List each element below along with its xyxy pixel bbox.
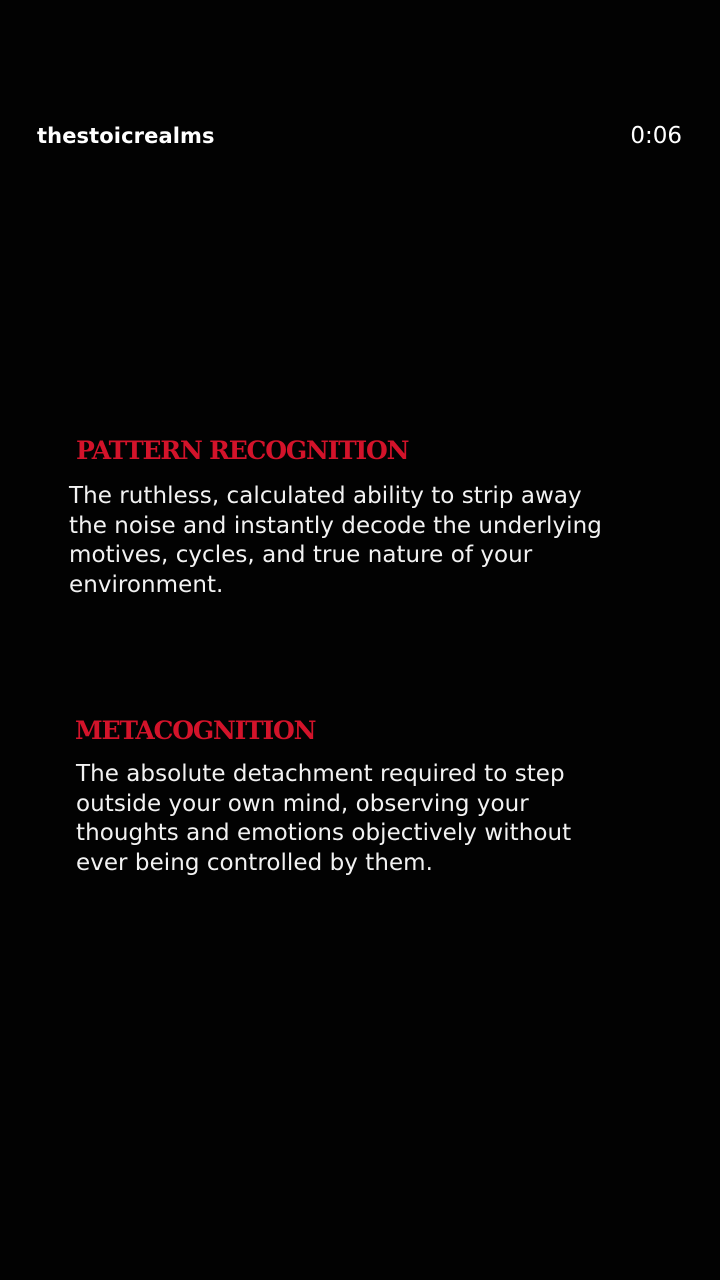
content-section-pattern-recognition — [69, 434, 629, 600]
section-body-text: The absolute detachment required to step outside your own mind, observing your thoughts and emotions objectively without ever being controlled by them. — [76, 761, 572, 876]
content-section-metacognition — [75, 714, 635, 878]
account-username[interactable]: thestoicrealms — [37, 124, 215, 148]
section-body-text: The ruthless, calculated ability to strip away the noise and instantly decode the underlying motives, cycles, and true nature of your environment. — [69, 483, 602, 598]
section-heading: METACOGNITION — [75, 716, 316, 745]
story-header — [0, 118, 720, 162]
section-heading: PATTERN RECOGNITION — [76, 436, 409, 465]
video-timer: 0:06 — [630, 123, 682, 149]
